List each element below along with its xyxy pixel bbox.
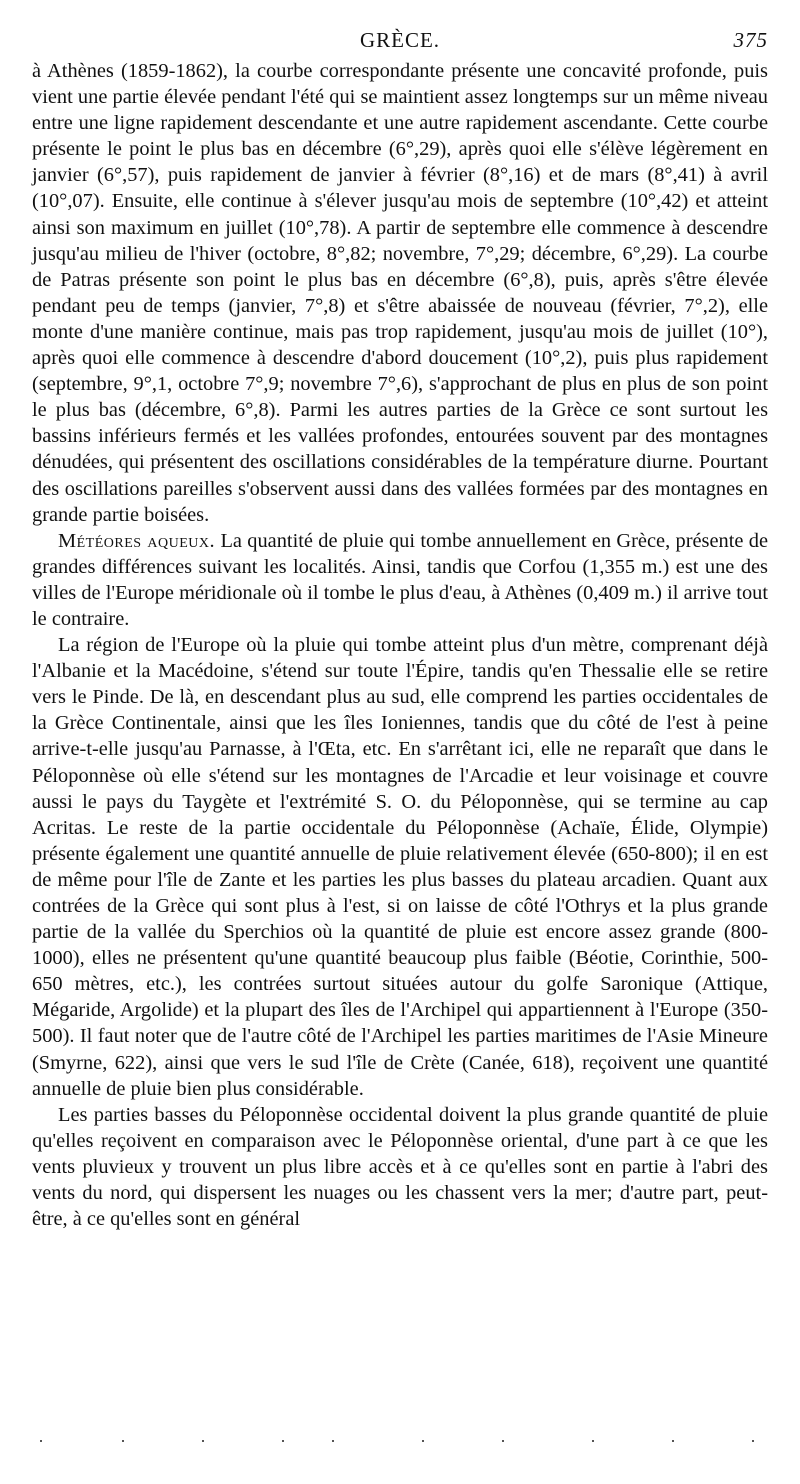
- book-page: [32, 28, 768, 1232]
- running-title: GRÈCE.: [359, 28, 441, 52]
- paragraph-meteores-text: La quantité de pluie qui tombe annuellement en Grèce, présente de grandes différences suivant les localités. Ainsi, tandis que Corfou (1,355 m.) est une des villes de l'Europe méridionale où il tombe le plus d'eau, à Athènes (0,409 m.) il arrive tout le contraire.: [32, 529, 769, 630]
- page-number: 375: [733, 28, 768, 52]
- running-header: [32, 28, 768, 58]
- paragraph-meteores: [32, 528, 768, 632]
- paragraph-temperature: à Athènes (1859-1862), la courbe correspondante présente une concavité profonde, puis vient une partie élevée pendant l'été qui se maintient assez longtemps sur un même niveau entre une ligne rapidement descendante et une autre rapidement ascendante. Cette courbe présente le point le plus bas en décembre (6°,29), après quoi elle s'élève légèrement en janvier (6°,57), puis rapidement de janvier à février (8°,16) et de mars (8°,41) à avril (10°,07). Ensuite, elle continue à s'élever jusqu'au mois de septembre (10°,42) et atteint ainsi son maximum en juillet (10°,78). A partir de septembre elle commence à descendre jusqu'au milieu de l'hiver (octobre, 8°,82; novembre, 7°,29; décembre, 6°,29). La courbe de Patras présente son point le plus bas en décembre (6°,8), puis, après s'être élevée pendant peu de temps (janvier, 7°,8) et s'être abaissée de nouveau (février, 7°,2), elle monte d'une manière continue, mais pas trop rapidement, jusqu'au mois de juillet (10°), après quoi elle commence à descendre d'abord doucement (10°,2), puis plus rapidement (septembre, 9°,1, octobre 7°,9; novembre 7°,6), s'approchant de plus en plus de son point le plus bas (décembre, 6°,8). Parmi les autres parties de la Grèce ce sont surtout les bassins inférieurs fermés et les vallées profondes, entourées souvent par des montagnes dénudées, qui présentent des oscillations considérables de la température diurne. Pourtant des oscillations pareilles s'observent aussi dans des vallées formées par des montagnes en grande partie boisées.: [32, 60, 768, 526]
- body-text: [32, 58, 768, 1232]
- bottom-speckles: [32, 1440, 768, 1450]
- section-heading-meteores: Météores aqueux.: [58, 529, 216, 552]
- paragraph-region-pluie: La région de l'Europe où la pluie qui tombe atteint plus d'un mètre, comprenant déjà l'Albanie et la Macédoine, s'étend sur toute l'Épire, tandis qu'en Thessalie elle se retire vers le Pinde. De là, en descendant plus au sud, elle comprend les parties occidentales de la Grèce Continentale, ainsi que les îles Ioniennes, tandis que du côté de l'est à peine arrive-t-elle jusqu'au Parnasse, à l'Œta, etc. En s'arrêtant ici, elle ne reparaît que dans le Péloponnèse où elle s'étend sur les montagnes de l'Arcadie et leur voisinage et couvre aussi le pays du Taygète et l'extrémité S. O. du Péloponnèse, qui se termine au cap Acritas. Le reste de la partie occidentale du Péloponnèse (Achaïe, Élide, Olympie) présente également une quantité annuelle de pluie relativement élevée (650-800); il en est de même pour l'île de Zante et les parties les plus basses du plateau arcadien. Quant aux contrées de la Grèce qui sont plus à l'est, si on laisse de côté l'Othrys et la plus grande partie de la vallée du Sperchios où la quantité de pluie est encore assez grande (800-1000), elles ne présentent qu'une quantité beaucoup plus faible (Béotie, Corinthie, 500-650 mètres, etc.), les contrées surtout situées autour du golfe Saronique (Attique, Mégaride, Argolide) et la plupart des îles de l'Archipel qui appartiennent à l'Europe (350-500). Il faut noter que de l'autre côté de l'Archipel les parties maritimes de l'Asie Mineure (Smyrne, 622), ainsi que vers le sud l'île de Crète (Canée, 618), reçoivent une quantité annuelle de pluie bien plus considérable.: [32, 634, 768, 1100]
- paragraph-peloponnese: Les parties basses du Péloponnèse occidental doivent la plus grande quantité de pluie qu'elles reçoivent en comparaison avec le Péloponnèse oriental, d'une part à ce que les vents pluvieux y trouvent un plus libre accès et à ce qu'elles sont en partie à l'abri des vents du nord, qui dispersent les nuages ou les chassent vers la mer; d'autre part, peut-être, à ce qu'elles sont en général: [32, 1103, 768, 1231]
